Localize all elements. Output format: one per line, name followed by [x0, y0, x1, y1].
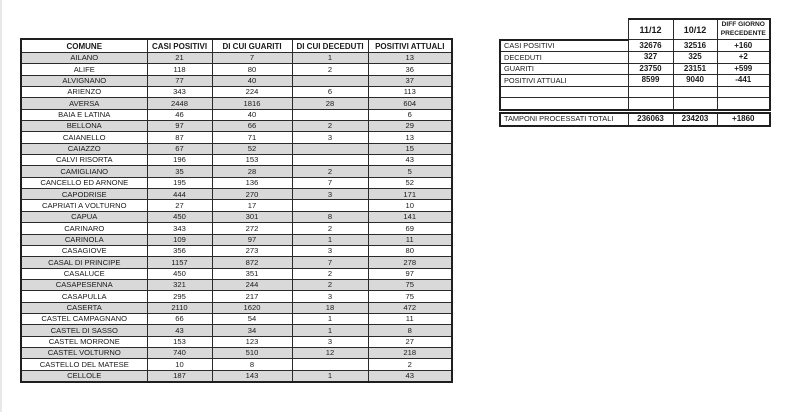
value-cell: 2 [292, 121, 368, 132]
value-cell: 3 [292, 132, 368, 143]
table-row [21, 234, 452, 245]
table-row [21, 87, 452, 98]
summary-row [500, 86, 770, 98]
value-cell: 36 [368, 64, 452, 75]
summary-row [500, 40, 770, 52]
table-row [21, 336, 452, 347]
summary-value-cell: 32676 [628, 40, 673, 52]
value-cell: 52 [368, 177, 452, 188]
summary-panel [499, 18, 769, 127]
value-cell: 301 [212, 211, 292, 222]
value-cell: 270 [212, 189, 292, 200]
value-cell: 12 [292, 347, 368, 358]
summary-value-cell [717, 98, 770, 110]
table-row [21, 302, 452, 313]
summary-header-row [500, 19, 770, 40]
value-cell: 1 [292, 53, 368, 64]
value-cell: 97 [368, 268, 452, 279]
table-row [21, 313, 452, 324]
summary-row [500, 63, 770, 75]
comune-cell: AVERSA [21, 98, 147, 109]
value-cell: 2110 [147, 302, 212, 313]
value-cell: 17 [212, 200, 292, 211]
value-cell: 171 [368, 189, 452, 200]
value-cell: 8 [292, 211, 368, 222]
value-cell: 13 [368, 132, 452, 143]
value-cell: 3 [292, 189, 368, 200]
value-cell: 40 [212, 75, 292, 86]
value-cell: 7 [212, 53, 292, 64]
value-cell: 109 [147, 234, 212, 245]
value-cell: 40 [212, 109, 292, 120]
value-cell: 97 [212, 234, 292, 245]
value-cell: 6 [292, 87, 368, 98]
summary-value-cell [628, 98, 673, 110]
table-row [21, 98, 452, 109]
value-cell: 141 [368, 211, 452, 222]
value-cell: 52 [212, 143, 292, 154]
value-cell: 71 [212, 132, 292, 143]
comune-cell: CARINOLA [21, 234, 147, 245]
value-cell: 1620 [212, 302, 292, 313]
summary-diff-header: DIFF GIORNO PRECEDENTE [717, 19, 770, 40]
value-cell: 3 [292, 245, 368, 256]
value-cell: 123 [212, 336, 292, 347]
table-row [21, 132, 452, 143]
summary-value-cell [628, 86, 673, 98]
summary-value-cell [673, 86, 717, 98]
value-cell: 10 [147, 359, 212, 370]
comune-cell: ARIENZO [21, 87, 147, 98]
value-cell [292, 109, 368, 120]
value-cell: 15 [368, 143, 452, 154]
value-cell: 321 [147, 279, 212, 290]
comune-cell: ALIFE [21, 64, 147, 75]
summary-table [499, 18, 771, 111]
column-header: DI CUI GUARITI [212, 39, 292, 53]
comuni-table [20, 38, 453, 383]
totals-table [499, 112, 771, 127]
summary-date-header-1: 11/12 [628, 19, 673, 40]
summary-row [500, 52, 770, 64]
summary-row-label [500, 86, 628, 98]
summary-table-body [500, 40, 770, 110]
value-cell: 143 [212, 370, 292, 382]
value-cell: 46 [147, 109, 212, 120]
table-row [21, 347, 452, 358]
value-cell: 3 [292, 291, 368, 302]
table-row [21, 359, 452, 370]
comune-cell: CASTEL MORRONE [21, 336, 147, 347]
summary-row-label: DECEDUTI [500, 52, 628, 64]
window-edge [0, 0, 2, 412]
comune-cell: CASAPESENNA [21, 279, 147, 290]
value-cell: 118 [147, 64, 212, 75]
comune-cell: CAIANELLO [21, 132, 147, 143]
value-cell: 27 [147, 200, 212, 211]
value-cell: 136 [212, 177, 292, 188]
value-cell: 54 [212, 313, 292, 324]
value-cell: 28 [212, 166, 292, 177]
value-cell: 2 [292, 279, 368, 290]
value-cell: 1816 [212, 98, 292, 109]
value-cell: 2 [368, 359, 452, 370]
summary-value-cell: 32516 [673, 40, 717, 52]
summary-value-cell: 8599 [628, 75, 673, 87]
comune-cell: CASAGIOVE [21, 245, 147, 256]
value-cell: 66 [147, 313, 212, 324]
value-cell: 450 [147, 211, 212, 222]
summary-row-label: GUARITI [500, 63, 628, 75]
value-cell: 351 [212, 268, 292, 279]
summary-value-cell: +599 [717, 63, 770, 75]
summary-value-cell: -441 [717, 75, 770, 87]
column-header: COMUNE [21, 39, 147, 53]
value-cell: 43 [368, 370, 452, 382]
value-cell: 153 [212, 155, 292, 166]
value-cell: 80 [212, 64, 292, 75]
value-cell: 80 [368, 245, 452, 256]
value-cell [292, 359, 368, 370]
value-cell: 69 [368, 223, 452, 234]
summary-value-cell [673, 98, 717, 110]
value-cell: 2 [292, 268, 368, 279]
comune-cell: BELLONA [21, 121, 147, 132]
comune-cell: CASAL DI PRINCIPE [21, 257, 147, 268]
value-cell: 34 [212, 325, 292, 336]
table-row [21, 257, 452, 268]
value-cell: 224 [212, 87, 292, 98]
value-cell: 356 [147, 245, 212, 256]
value-cell: 343 [147, 223, 212, 234]
summary-row [500, 98, 770, 110]
value-cell: 1 [292, 313, 368, 324]
summary-value-cell: 23750 [628, 63, 673, 75]
value-cell: 343 [147, 87, 212, 98]
comune-cell: CASTEL CAMPAGNANO [21, 313, 147, 324]
value-cell: 273 [212, 245, 292, 256]
value-cell [292, 75, 368, 86]
table-row [21, 177, 452, 188]
value-cell: 8 [368, 325, 452, 336]
column-header: DI CUI DECEDUTI [292, 39, 368, 53]
comune-cell: CAIAZZO [21, 143, 147, 154]
value-cell: 13 [368, 53, 452, 64]
table-row [21, 143, 452, 154]
value-cell: 2 [292, 166, 368, 177]
value-cell: 35 [147, 166, 212, 177]
summary-row-label: POSITIVI ATTUALI [500, 75, 628, 87]
table-row [21, 211, 452, 222]
value-cell: 97 [147, 121, 212, 132]
value-cell: 28 [292, 98, 368, 109]
value-cell: 153 [147, 336, 212, 347]
value-cell: 66 [212, 121, 292, 132]
table-row [21, 325, 452, 336]
value-cell: 8 [212, 359, 292, 370]
value-cell: 295 [147, 291, 212, 302]
table-row [21, 109, 452, 120]
value-cell: 1 [292, 234, 368, 245]
comune-cell: CASTEL DI SASSO [21, 325, 147, 336]
value-cell [292, 200, 368, 211]
value-cell: 195 [147, 177, 212, 188]
value-cell: 1 [292, 325, 368, 336]
table-row [21, 268, 452, 279]
summary-value-cell: 325 [673, 52, 717, 64]
value-cell: 11 [368, 313, 452, 324]
summary-value-cell: +160 [717, 40, 770, 52]
value-cell: 196 [147, 155, 212, 166]
table-row [21, 223, 452, 234]
comuni-table-body [21, 53, 452, 382]
value-cell: 740 [147, 347, 212, 358]
value-cell: 510 [212, 347, 292, 358]
value-cell: 218 [368, 347, 452, 358]
table-row [21, 370, 452, 382]
summary-row-label [500, 98, 628, 110]
value-cell: 217 [212, 291, 292, 302]
totals-row [500, 113, 770, 126]
comune-cell: CAPODRISE [21, 189, 147, 200]
value-cell: 18 [292, 302, 368, 313]
table-row [21, 245, 452, 256]
value-cell: 244 [212, 279, 292, 290]
value-cell: 604 [368, 98, 452, 109]
summary-date-header-2: 10/12 [673, 19, 717, 40]
summary-value-cell: 327 [628, 52, 673, 64]
value-cell: 2 [292, 223, 368, 234]
comune-cell: CARINARO [21, 223, 147, 234]
comune-cell: CALVI RISORTA [21, 155, 147, 166]
value-cell: 444 [147, 189, 212, 200]
table-row [21, 291, 452, 302]
comune-cell: CAMIGLIANO [21, 166, 147, 177]
comune-cell: CAPUA [21, 211, 147, 222]
column-header: CASI POSITIVI [147, 39, 212, 53]
value-cell: 75 [368, 279, 452, 290]
comune-cell: CASERTA [21, 302, 147, 313]
value-cell: 3 [292, 336, 368, 347]
table-row [21, 121, 452, 132]
comune-cell: CAPRIATI A VOLTURNO [21, 200, 147, 211]
value-cell: 1157 [147, 257, 212, 268]
totals-value-2: 234203 [673, 113, 717, 126]
value-cell: 87 [147, 132, 212, 143]
table-row [21, 189, 452, 200]
value-cell: 37 [368, 75, 452, 86]
summary-row [500, 75, 770, 87]
table-row [21, 200, 452, 211]
value-cell [292, 143, 368, 154]
value-cell: 75 [368, 291, 452, 302]
value-cell: 278 [368, 257, 452, 268]
totals-value-1: 236063 [628, 113, 673, 126]
value-cell: 187 [147, 370, 212, 382]
value-cell: 7 [292, 177, 368, 188]
value-cell: 6 [368, 109, 452, 120]
comune-cell: BAIA E LATINA [21, 109, 147, 120]
table-row [21, 75, 452, 86]
value-cell [292, 155, 368, 166]
summary-value-cell: 23151 [673, 63, 717, 75]
table-row [21, 64, 452, 75]
comune-cell: CELLOLE [21, 370, 147, 382]
value-cell: 872 [212, 257, 292, 268]
value-cell: 272 [212, 223, 292, 234]
comune-cell: AILANO [21, 53, 147, 64]
value-cell: 67 [147, 143, 212, 154]
value-cell: 29 [368, 121, 452, 132]
summary-value-cell [717, 86, 770, 98]
column-header: POSITIVI ATTUALI [368, 39, 452, 53]
value-cell: 10 [368, 200, 452, 211]
value-cell: 113 [368, 87, 452, 98]
summary-row-label: CASI POSITIVI [500, 40, 628, 52]
value-cell: 472 [368, 302, 452, 313]
value-cell: 7 [292, 257, 368, 268]
value-cell: 27 [368, 336, 452, 347]
value-cell: 5 [368, 166, 452, 177]
comune-cell: CASALUCE [21, 268, 147, 279]
totals-value-3: +1860 [717, 113, 770, 126]
comune-cell: CASTELLO DEL MATESE [21, 359, 147, 370]
value-cell: 77 [147, 75, 212, 86]
value-cell: 2448 [147, 98, 212, 109]
value-cell: 21 [147, 53, 212, 64]
comune-cell: CASTEL VOLTURNO [21, 347, 147, 358]
table-row [21, 279, 452, 290]
comune-cell: CANCELLO ED ARNONE [21, 177, 147, 188]
totals-label: TAMPONI PROCESSATI TOTALI [500, 113, 628, 126]
value-cell: 43 [368, 155, 452, 166]
value-cell: 1 [292, 370, 368, 382]
summary-corner-cell [500, 19, 628, 40]
table-row [21, 155, 452, 166]
comune-cell: CASAPULLA [21, 291, 147, 302]
summary-value-cell: 9040 [673, 75, 717, 87]
value-cell: 2 [292, 64, 368, 75]
value-cell: 43 [147, 325, 212, 336]
comuni-header-row [21, 39, 452, 53]
comune-cell: ALVIGNANO [21, 75, 147, 86]
value-cell: 450 [147, 268, 212, 279]
table-row [21, 166, 452, 177]
summary-value-cell: +2 [717, 52, 770, 64]
table-row [21, 53, 452, 64]
value-cell: 11 [368, 234, 452, 245]
